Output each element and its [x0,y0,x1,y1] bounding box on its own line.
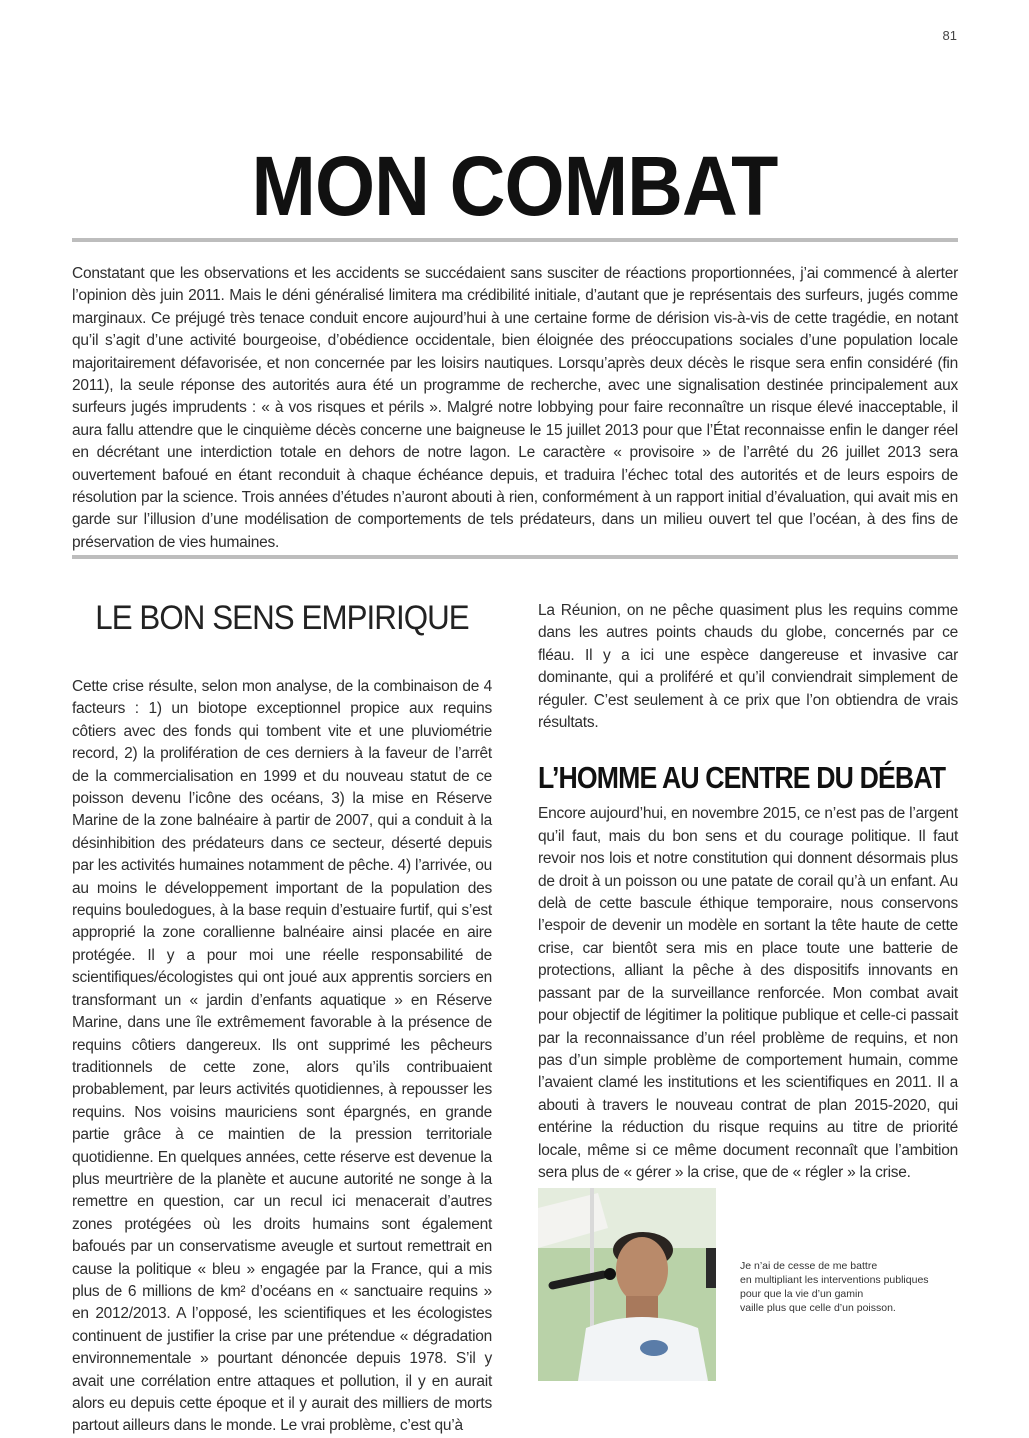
caption-line: pour que la vie d’un gamin [740,1288,864,1300]
section-body-bon-sens-continued: La Réunion, on ne pêche quasiment plus les requins comme dans les autres points chauds du globe, concernés par ce fléau. Il y a ici une espèce dangereuse et invasive car dominante, qui a proliféré et qu’il conviendrait simplement de réguler. C’est seulement à ce prix que l’on obtiendra de vrais résultats. [538,602,958,732]
right-column [538,600,958,1184]
speaker-photo [538,1188,716,1381]
divider-top [72,238,958,242]
divider-bottom [72,555,958,559]
photo-caption [740,1259,960,1315]
caption-line: Je n’ai de cesse de me battre [740,1260,878,1272]
page-number: 81 [942,28,957,43]
caption-line: en multipliant les interventions publiques [740,1274,929,1286]
speaker-illustration [538,1188,716,1381]
section-body-homme: Encore aujourd’hui, en novembre 2015, ce n’est pas de l’argent qu’il faut, mais du bon sens et du courage politique. Il faut revoir nos lois et notre constitution qui donnent désormais plus de droit à un poisson ou une patate de corail qu’à un enfant. Au delà de cette bascule éthique temporaire, nous conservons l’espoir de devenir un modèle en sortant la tête haute de cette crise, car bientôt sera mis en place toute une batterie de protections, alliant la pêche à des dispositifs innovants en passant par de la surveillance renforcée. Mon combat avait pour objectif de légitimer la politique publique et celle-ci passait par la reconnaissance d’un réel problème de requins, et non pas d’un simple problème de comportement humain, comme l’avaient clamé les institutions et les scientifiques en 2011. Il a abouti à travers le nouveau contrat de plan 2015-2020, qui entérine la réduction du risque requins au titre de priorité locale, même si ce même document reconnaît que l’ambition sera plus de « gérer » la crise, que de « régler » la crise. [538,805,958,1181]
intro-paragraph: Constatant que les observations et les accidents se succédaient sans susciter de réactions proportionnées, j’ai commencé à alerter l’opinion dès juin 2011. Mais le déni généralisé limitera ma crédibilité initiale, d’autant que je représentais des surfeurs, jugés comme marginaux. Ce préjugé très tenace conduit encore aujourd’hui à une certaine forme de dérision vis-à-vis de cette tragédie, en notant qu’il s’agit d’une activité bourgeoise, d’obédience occidentale, bien éloignée des préoccupations sociales d’une population locale majoritairement défavorisée, et non concernée par les loisirs nautiques. Lorsqu’après deux décès le risque sera enfin considéré (fin 2011), la seule réponse des autorités aura été un programme de recherche, avec une signalisation destinée principalement aux surfeurs jugés imprudents : « à vos risques et périls ». Malgré notre lobbying pour faire reconnaître un risque élevé inacceptable, il aura fallu attendre que le cinquième décès concerne une baigneuse le 15 juillet 2013 pour que l’État reconnaisse enfin le danger réel en décrétant une interdiction totale en dehors de notre lagon. Le caractère « provisoire » de l’arrêté du 26 juillet 2013 sera ouvertement bafoué en étant reconduit à chaque échéance depuis, et traduira l’échec total des autorités et de leurs espoirs de résolution par la science. Trois années d’études n’auront abouti à rien, conformément à un rapport initial d’évaluation, qui avait mis en garde sur l’illusion d’une modélisation de comportements de tels prédateurs, dans un milieu ouvert tel que l’océan, à des fins de préservation de vies humaines. [72,265,958,551]
caption-line: vaille plus que celle d’un poisson. [740,1302,896,1314]
section-heading-bon-sens: LE BON SENS EMPIRIQUE [95,599,469,637]
section-body-bon-sens: Cette crise résulte, selon mon analyse, de la combinaison de 4 facteurs : 1) un biotope exceptionnel propice aux requins côtiers avec des fonds qui tombent vite et une pluviométrie record, 2) la prolifération de ces derniers à la faveur de l’arrêt de la commercialisation en 1999 et du nouveau statut de ce poisson devenu l’icône des océans, 3) la mise en Réserve Marine de la zone balnéaire à partir de 2007, qui a conduit à la désinhibition des prédateurs dans ce secteur, déserté depuis par les activités humaines notamment de pêche. 4) l’arrivée, ou au moins le développement important de la population des requins bouledogues, à la base requin d’estuaire furtif, qui s’est approprié la zone corallienne balnéaire ainsi placée en aire protégée. Il y a pour moi une réelle responsabilité de scientifiques/écologistes qui ont joué aux apprentis sorciers en transformant un « jardin d’enfants aquatique » en Réserve Marine, dans une île extrêmement favorable à la présence de requins côtiers dangereux. Ils ont supprimé les pêcheurs traditionnels de cette zone, alors qu’ils contribuaient probablement, par leurs activités quotidiennes, à repousser les requins. Nos voisins mauriciens sont épargnés, en grande partie grâce à ce maintien de la pression territoriale quotidienne. En quelques années, cette réserve est devenue la plus meurtrière de la planète et aucune autorité ne songe à la remettre en question, car un recul ici menacerait d’autres zones protégées où les droits humains sont également bafoués par un conservatisme aveugle et surtout remettrait en cause la politique « bleu » engagée par la France, qui a mis plus de 6 millions de km² d’océans en « sanctuaire requins » en 2012/2013. A l’opposé, les scientifiques et les écologistes continuent de justifier la crise par une prétendue « dégradation environnementale » pourtant dénoncée depuis 1978. S’il y avait une corrélation entre attaques et pollution, il y en aurait alors eu depuis cette époque et il y aurait des milliers de morts partout ailleurs dans le monde. Le vrai problème, c’est qu’à [72,678,492,1435]
section-heading-homme: L’HOMME AU CENTRE DU DÉBAT [538,760,946,796]
left-column [72,598,492,1438]
page-title: MON COMBAT [251,139,778,233]
